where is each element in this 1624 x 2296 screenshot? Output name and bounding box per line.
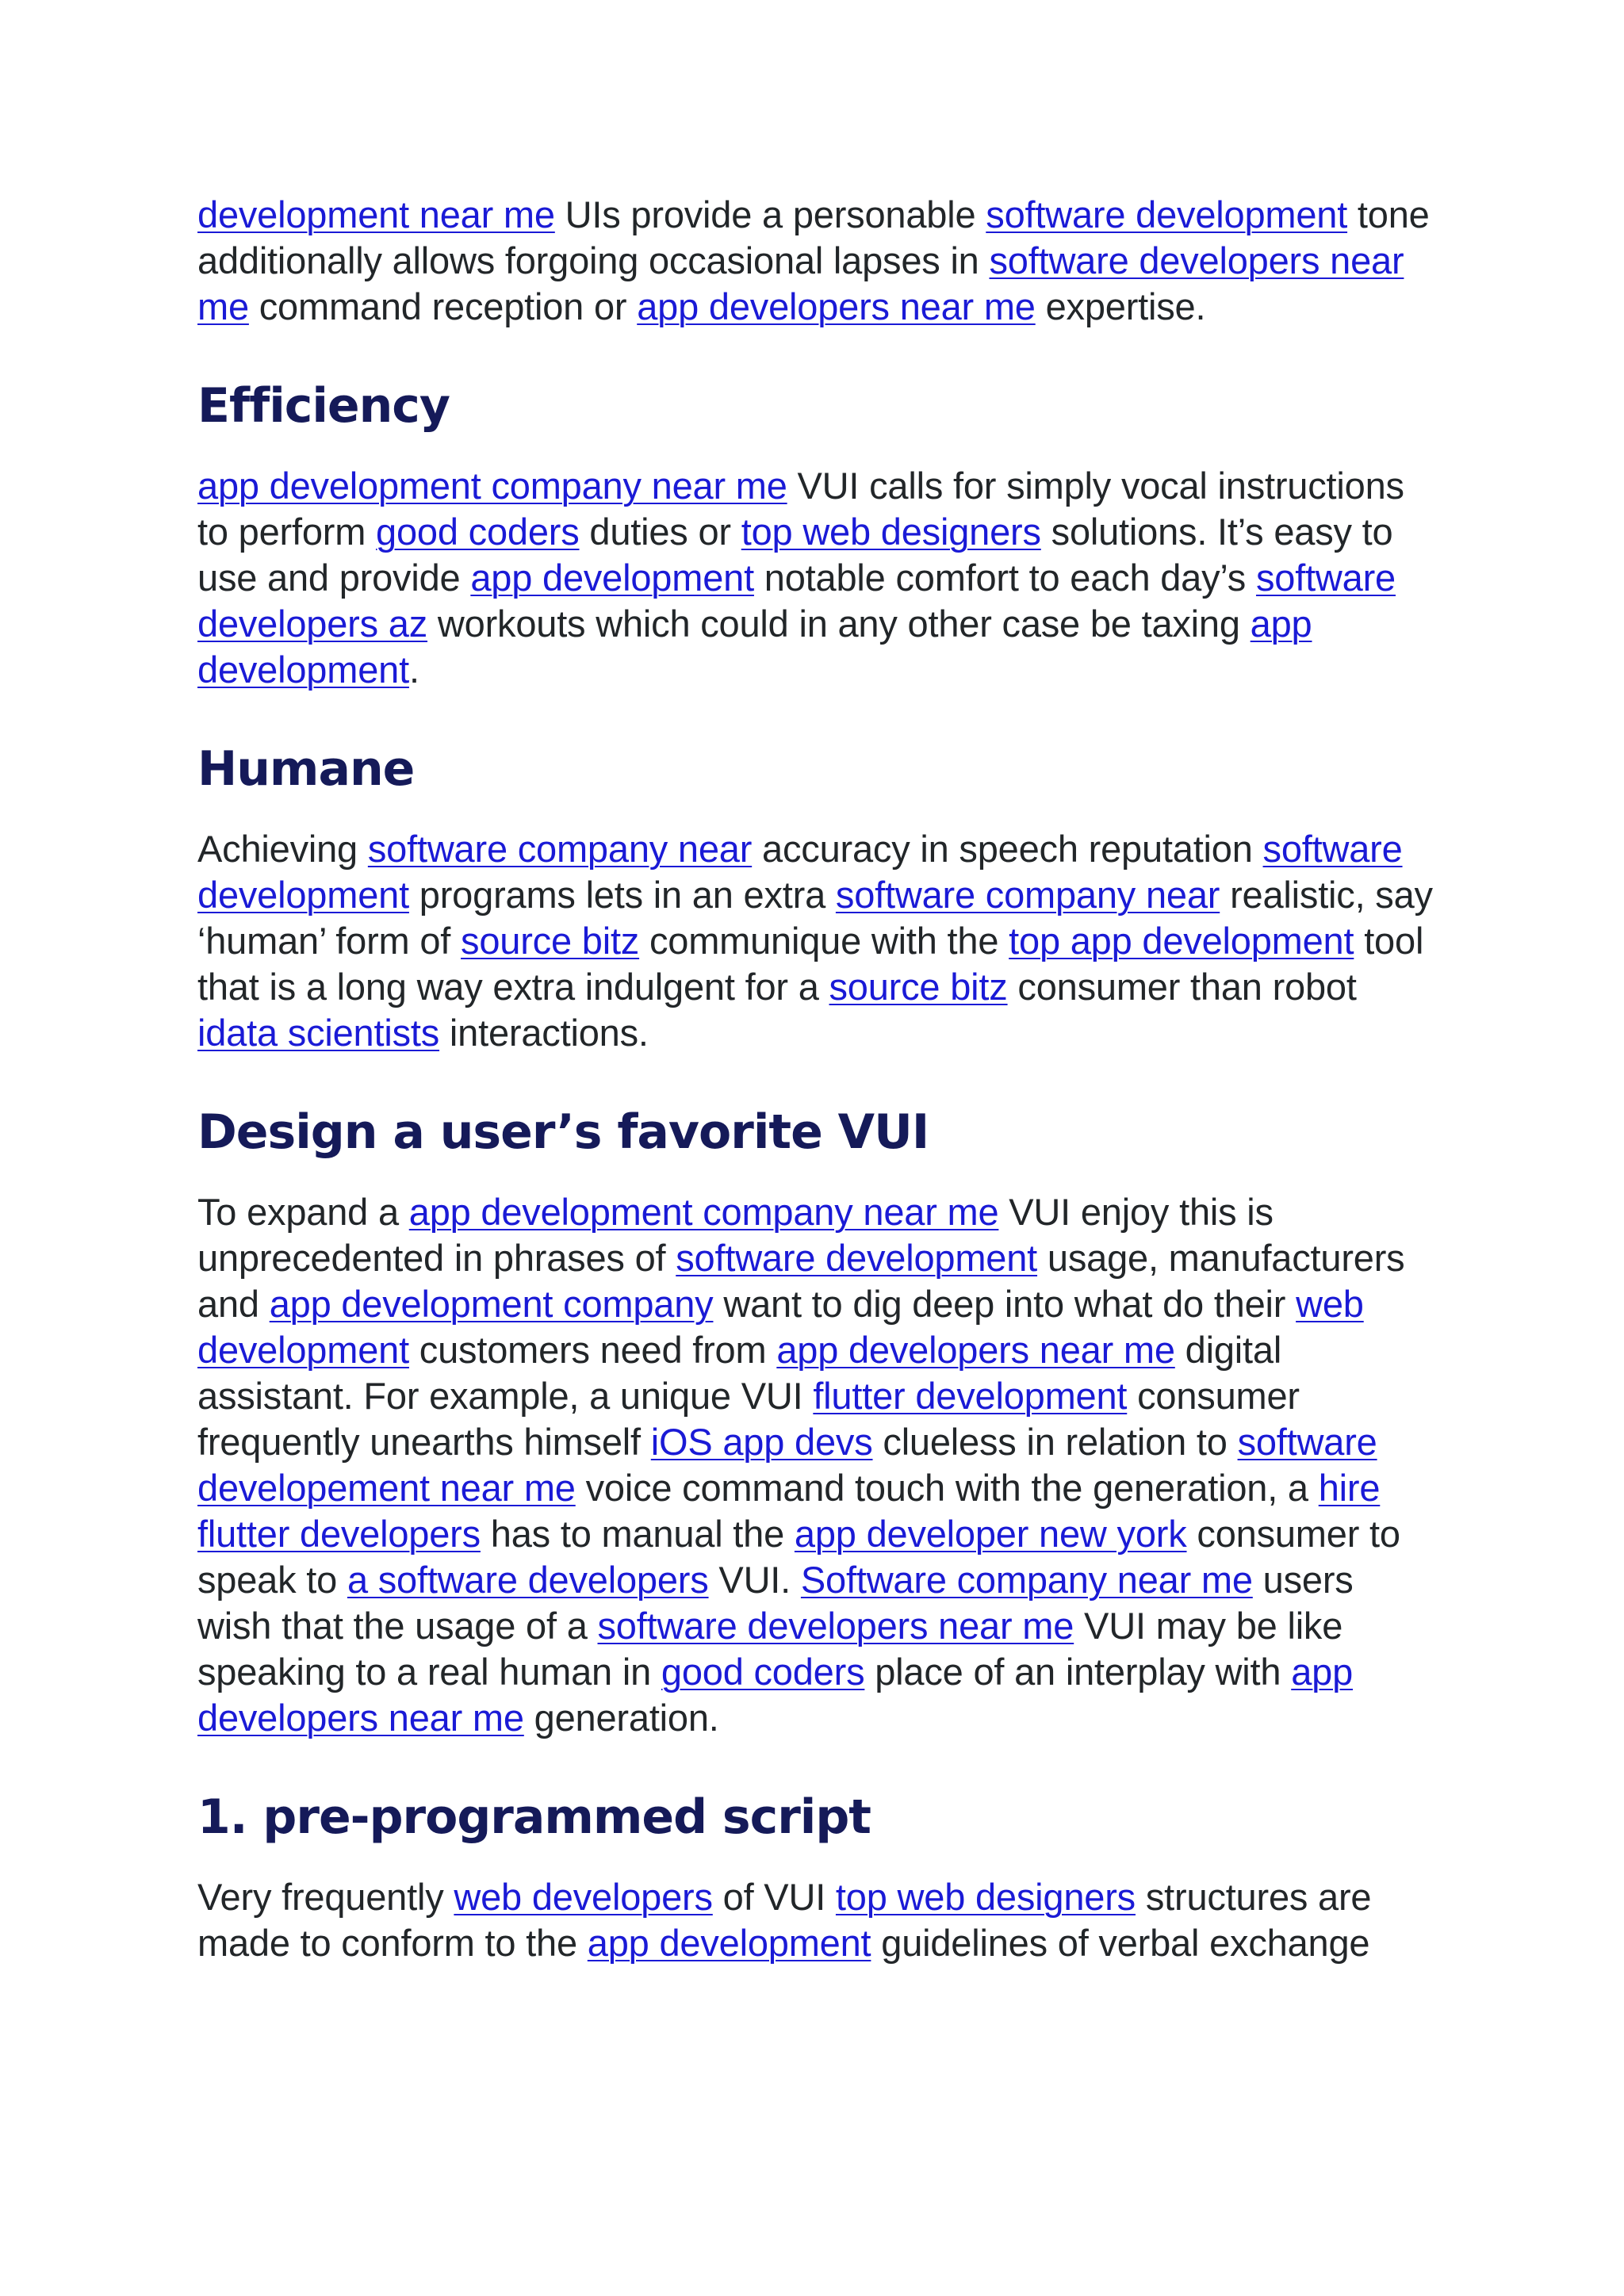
inline-link[interactable]: app developers near me [776,1329,1175,1371]
paragraph-humane [197,826,1434,1056]
inline-link[interactable]: software development [986,193,1348,235]
body-text: VUI. [708,1559,801,1601]
body-text: tone additionally allows forgoing occasional lapses in [197,193,1430,281]
inline-link[interactable]: source bitz [461,920,640,962]
body-text: notable comfort to each day’s [753,557,1256,599]
body-text: Very frequently [197,1876,454,1918]
inline-link[interactable]: app developers near me [637,285,1036,327]
inline-link[interactable]: app developer new york [794,1513,1187,1555]
inline-link[interactable]: web developers [454,1876,713,1918]
body-text: communique with the [639,920,1009,962]
body-text: guidelines of verbal exchange [871,1922,1370,1964]
inline-link[interactable]: a software developers [347,1559,709,1601]
body-text: UIs provide a personable [554,193,986,235]
inline-link[interactable]: app development [470,557,754,599]
heading-design-favorite-vui: Design a user’s favorite VUI [197,1104,929,1160]
paragraph-pre-programmed-script [197,1874,1434,1966]
inline-link[interactable]: software developers az [197,557,1396,645]
inline-link[interactable]: app developers near me [197,1651,1354,1739]
inline-link[interactable]: software developers near me [197,239,1404,327]
inline-link[interactable]: idata scientists [197,1012,440,1054]
body-text: VUI may be like speaking to a real human in [197,1605,1343,1693]
body-text: tool that is a long way extra indulgent for a [197,920,1424,1008]
heading-pre-programmed-script: 1. pre-programmed script [197,1789,871,1845]
inline-link[interactable]: top web designers [835,1876,1136,1918]
body-text: realistic, say ‘human’ form of [197,874,1433,962]
body-text: usage, manufacturers and [197,1237,1405,1325]
body-text: digital assistant. For example, a unique VUI [197,1329,1282,1417]
inline-link[interactable]: software development [676,1237,1038,1279]
body-text: solutions. It’s easy to use and provide [197,511,1393,599]
body-text: structures are made to conform to the [197,1876,1372,1964]
inline-link[interactable]: web development [197,1283,1364,1371]
body-text: interactions. [439,1012,649,1054]
inline-link[interactable]: app development [197,603,1312,691]
body-text: . [408,649,419,691]
body-text: of VUI [712,1876,836,1918]
inline-link[interactable]: development near me [197,193,555,235]
body-text: consumer to speak to [197,1513,1400,1601]
inline-link[interactable]: top web designers [741,511,1041,553]
body-text: VUI calls for simply vocal instructions to perform [197,465,1404,553]
inline-link[interactable]: Software company near me [800,1559,1253,1601]
body-text: users wish that the usage of a [197,1559,1354,1647]
body-text: want to dig deep into what do their [713,1283,1297,1325]
inline-link[interactable]: app development company [269,1283,714,1325]
paragraph-design-vui [197,1189,1434,1741]
inline-link[interactable]: source bitz [829,966,1008,1008]
inline-link[interactable]: software company near [367,828,753,870]
body-text: programs lets in an extra [408,874,836,916]
body-text: consumer than robot [1007,966,1357,1008]
paragraph-efficiency [197,463,1434,693]
document-page [197,192,1434,1966]
inline-link[interactable]: top app development [1009,920,1354,962]
body-text: customers need from [408,1329,777,1371]
body-text: has to manual the [480,1513,795,1555]
body-text: workouts which could in any other case be taxing [427,603,1251,645]
inline-link[interactable]: software developers near me [597,1605,1074,1647]
inline-link[interactable]: software company near [835,874,1220,916]
body-text: To expand a [197,1191,409,1233]
body-text: consumer frequently unearths himself [197,1375,1300,1463]
inline-link[interactable]: app development company near me [408,1191,999,1233]
body-text: Achieving [197,828,368,870]
inline-link[interactable]: good coders [661,1651,865,1693]
paragraph-intro-continued [197,192,1434,330]
body-text: clueless in relation to [872,1421,1238,1463]
inline-link[interactable]: app development [587,1922,871,1964]
body-text: expertise. [1035,285,1206,327]
inline-link[interactable]: hire flutter developers [197,1467,1381,1555]
inline-link[interactable]: flutter development [813,1375,1128,1417]
body-text: voice command touch with the generation, a [575,1467,1319,1509]
body-text: place of an interplay with [864,1651,1292,1693]
inline-link[interactable]: iOS app devs [650,1421,873,1463]
inline-link[interactable]: good coders [376,511,580,553]
body-text: generation. [523,1697,719,1739]
inline-link[interactable]: software development [197,828,1403,916]
body-text: command reception or [248,285,638,327]
heading-humane: Humane [197,741,415,797]
inline-link[interactable]: software developement near me [197,1421,1377,1509]
inline-link[interactable]: app development company near me [197,465,787,507]
body-text: accuracy in speech reputation [752,828,1263,870]
body-text: duties or [579,511,741,553]
body-text: VUI enjoy this is unprecedented in phrases of [197,1191,1274,1279]
heading-efficiency: Efficiency [197,378,450,434]
